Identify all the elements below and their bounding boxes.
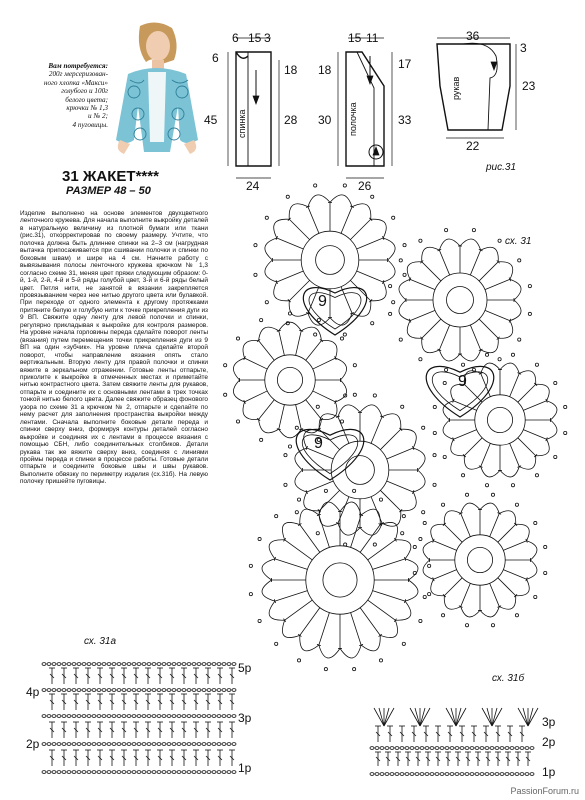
front-dim-top-right: 11: [366, 31, 379, 45]
chain-stitch: [450, 747, 454, 750]
double-crochet: [405, 752, 411, 766]
double-crochet: [423, 726, 429, 742]
materials-line: голубого и 100г: [61, 87, 108, 96]
front-dim-neck: 17: [398, 57, 412, 71]
double-crochet: [415, 752, 421, 766]
double-crochet: [519, 726, 525, 742]
materials-line: и № 2;: [88, 112, 108, 121]
chain-stitch: [410, 747, 414, 750]
front-dim-length: 33: [398, 113, 412, 127]
sleeve-dim-length: 23: [522, 79, 536, 93]
chain-stitch: [490, 747, 494, 750]
chain-stitch: [460, 773, 464, 776]
sleeve-dim-cap: 3: [520, 41, 527, 55]
chart-marker-9: 9: [458, 373, 467, 390]
chain-stitch: [425, 773, 429, 776]
double-crochet: [485, 752, 491, 766]
chain-stitch: [530, 773, 534, 776]
chain-stitch: [385, 773, 389, 776]
chain-stitch: [390, 773, 394, 776]
materials-line: 200г мерсеризован-: [48, 70, 108, 79]
chain-stitch: [525, 773, 529, 776]
chain-stitch: [420, 773, 424, 776]
double-crochet: [455, 752, 461, 766]
chain-stitch: [465, 747, 469, 750]
chain-stitch: [395, 747, 399, 750]
double-crochet: [387, 726, 393, 742]
sleeve-piece-label: рукав: [451, 76, 461, 100]
chart-31a-row-label: 4р: [26, 685, 40, 699]
chain-stitch: [500, 747, 504, 750]
back-dim-side-seam: 28: [284, 113, 298, 127]
chain-stitch: [465, 773, 469, 776]
chain-stitch: [385, 747, 389, 750]
chain-stitch: [400, 773, 404, 776]
chart-31a-row-label: 5р: [238, 661, 252, 675]
chain-stitch: [460, 747, 464, 750]
chain-stitch: [530, 747, 534, 750]
front-dim-armhole: 18: [318, 63, 332, 77]
chain-stitch: [475, 747, 479, 750]
chain-stitch: [390, 747, 394, 750]
chain-stitch: [430, 747, 434, 750]
back-dim-length: 45: [204, 113, 218, 127]
chain-stitch: [480, 773, 484, 776]
chain-stitch: [370, 773, 374, 776]
chain-stitch: [470, 747, 474, 750]
chain-stitch: [490, 773, 494, 776]
fan-stitch: [482, 708, 502, 726]
chain-stitch: [405, 747, 409, 750]
chart-caption-31b: сх. 31б: [492, 673, 525, 684]
chain-stitch: [470, 773, 474, 776]
sleeve-dim-bottom: 22: [466, 139, 480, 153]
chain-stitch: [440, 747, 444, 750]
chart-31b-row-label: 1р: [542, 765, 556, 779]
chain-stitch: [510, 747, 514, 750]
chain-stitch: [395, 773, 399, 776]
site-watermark: PassionForum.ru: [510, 786, 579, 796]
chain-stitch: [425, 747, 429, 750]
chain-stitch: [435, 773, 439, 776]
double-crochet: [425, 752, 431, 766]
double-crochet: [495, 752, 501, 766]
sleeve-dim-top: 36: [466, 29, 480, 43]
chain-stitch: [440, 773, 444, 776]
back-dim-top-left: 6: [232, 31, 239, 45]
materials-line: 4 пуговицы.: [72, 120, 108, 129]
double-crochet: [445, 752, 451, 766]
double-crochet: [515, 752, 521, 766]
materials-line: белого цвета;: [65, 95, 108, 104]
front-piece-label: полочка: [348, 102, 358, 136]
double-crochet: [475, 752, 481, 766]
chain-stitch: [505, 773, 509, 776]
materials-heading: Вам потребуется:: [48, 62, 108, 70]
chain-stitch: [405, 773, 409, 776]
chain-stitch: [500, 773, 504, 776]
chain-stitch: [430, 773, 434, 776]
chain-stitch: [475, 773, 479, 776]
double-crochet: [471, 726, 477, 742]
chain-stitch: [455, 773, 459, 776]
fan-stitch: [518, 708, 538, 726]
chain-stitch: [370, 747, 374, 750]
back-dim-armhole: 18: [284, 63, 298, 77]
double-crochet: [447, 726, 453, 742]
chain-stitch: [485, 773, 489, 776]
chain-stitch: [495, 773, 499, 776]
front-dim-width: 26: [358, 179, 372, 193]
chain-stitch: [445, 747, 449, 750]
chain-stitch: [435, 747, 439, 750]
chart-31a-row-label: 1р: [238, 761, 252, 775]
double-crochet: [435, 752, 441, 766]
double-crochet: [525, 752, 531, 766]
chart-31a-row-label: 2р: [26, 737, 40, 751]
double-crochet: [507, 726, 513, 742]
materials-line: ного хлопка «Макси»: [43, 78, 108, 87]
front-dim-side: 30: [318, 113, 332, 127]
chain-stitch: [415, 773, 419, 776]
double-crochet: [435, 726, 441, 742]
chain-stitch: [380, 747, 384, 750]
chain-stitch: [410, 773, 414, 776]
chain-stitch: [520, 747, 524, 750]
chart-31b-row-label: 3р: [542, 715, 556, 729]
pattern-caption: рис.31: [486, 162, 517, 173]
chain-stitch: [415, 747, 419, 750]
chain-stitch: [400, 747, 404, 750]
instructions-text: Изделие выполнено на основе элементов двухцветного ленточного кружева. Для начала выполните выкройку деталей в натуральную величину из плотной бумаги или ткани (рис.31), откорректировав по своему размеру. Учтите, что полочка должна быть длиннее спинки на 2–3 см (нагрудная вытачка припосаживается при сшивании полочки и спинки по боковым швам) и шире на 4 см. Начните работу с вывязывания полосы ленточного кружева крючком № 1,3 согласно схеме 31, меняя цвет пряжи следующим образом: 0-й, 1-й, 2-й, 4-й и 5-й ряды голубой цвет, 3-й и 6-й ряды белый цвет. Петля нити, не занятой в вязании закрепляется провязыванием через нее нитью другого цвета или булавкой. При переходе от одного элемента к другому протяжками притяните белую и голубую нити к точке прикрепления дуги из 9 ВП. Свяжите одну ленту для левой полочки и спинки, регулярно прикладывая к выкройке для контроля размеров. На уровне начала горловины переда сделайте поворот ленты (вязания) путем перемещения точки прикрепления дуги из 9 ВП на один «зубчик». На уровне плеча сделайте второй поворот, чтобы направление вязания опять стало вертикальным. Вторую ленту для правой полочки и спинки вяжите в зеркальном отражении. Готовые ленты отпарьте, приколите к выкройке в отмеченных местах и приметайте нитью контрастного цвета. Затем свяжите ленты для рукавов, отпарьте и соедините их с основными лентами в трех точках тонкой нитью белого цвета. Далее свяжите образец фонового узора по схеме 31 а крючком № 2, отпарьте и сделайте по нему расчет для заполнения пространства выкройки между лентами. Сначала выполните боковые детали переда и спинки сверху вниз, формируя контуры деталей согласно выкройке и соединяя их с лентами в процессе вязания с помощью СБН, либо соединительных столбиков. Детали рукава так же вяжите сверху вниз, соединяя с линиями проймы переда и спинки в процессе работы. Готовые детали отпарьте и соедините боковые швы и швы рукавов. Выполните обвязку по периметру изделия (сх.31б). На левую полочку пришейте пуговицы.: [20, 210, 208, 486]
double-crochet: [505, 752, 511, 766]
chain-stitch: [420, 747, 424, 750]
fan-stitch: [446, 708, 466, 726]
chart-31b-row-label: 2р: [542, 735, 556, 749]
back-dim-top-right: 3: [264, 31, 271, 45]
chain-stitch: [505, 747, 509, 750]
double-crochet: [411, 726, 417, 742]
double-crochet: [395, 752, 401, 766]
chain-stitch: [375, 747, 379, 750]
double-crochet: [375, 726, 381, 742]
chain-stitch: [515, 773, 519, 776]
front-dim-top-left: 15: [348, 31, 362, 45]
chain-stitch: [515, 747, 519, 750]
double-crochet: [385, 752, 391, 766]
double-crochet: [495, 726, 501, 742]
double-crochet: [465, 752, 471, 766]
fan-stitch: [410, 708, 430, 726]
chain-stitch: [455, 747, 459, 750]
fan-stitch: [374, 708, 394, 726]
chart-marker-9: 9: [318, 293, 327, 310]
back-dim-side: 6: [212, 51, 219, 65]
chain-stitch: [495, 747, 499, 750]
chain-stitch: [510, 773, 514, 776]
chart-31a-row-label: 3р: [238, 711, 252, 725]
chain-stitch: [375, 773, 379, 776]
chart-caption-31: сх. 31: [505, 236, 532, 247]
chain-stitch: [450, 773, 454, 776]
materials-line: крючки № 1,3: [66, 104, 108, 113]
double-crochet: [375, 752, 381, 766]
back-dim-top-mid: 15: [248, 31, 262, 45]
back-dim-width: 24: [246, 179, 260, 193]
chain-stitch: [520, 773, 524, 776]
chain-stitch: [525, 747, 529, 750]
chain-stitch: [445, 773, 449, 776]
jacket-title: 31 ЖАКЕТ****: [62, 168, 159, 185]
chart-caption-31a: сх. 31а: [84, 636, 117, 647]
jacket-size: РАЗМЕР 48 – 50: [66, 185, 151, 197]
chain-stitch: [480, 747, 484, 750]
double-crochet: [399, 726, 405, 742]
double-crochet: [459, 726, 465, 742]
chain-stitch: [380, 773, 384, 776]
chain-stitch: [485, 747, 489, 750]
double-crochet: [483, 726, 489, 742]
chart-marker-9: 9: [314, 435, 323, 452]
back-piece-label: спинка: [237, 109, 247, 138]
